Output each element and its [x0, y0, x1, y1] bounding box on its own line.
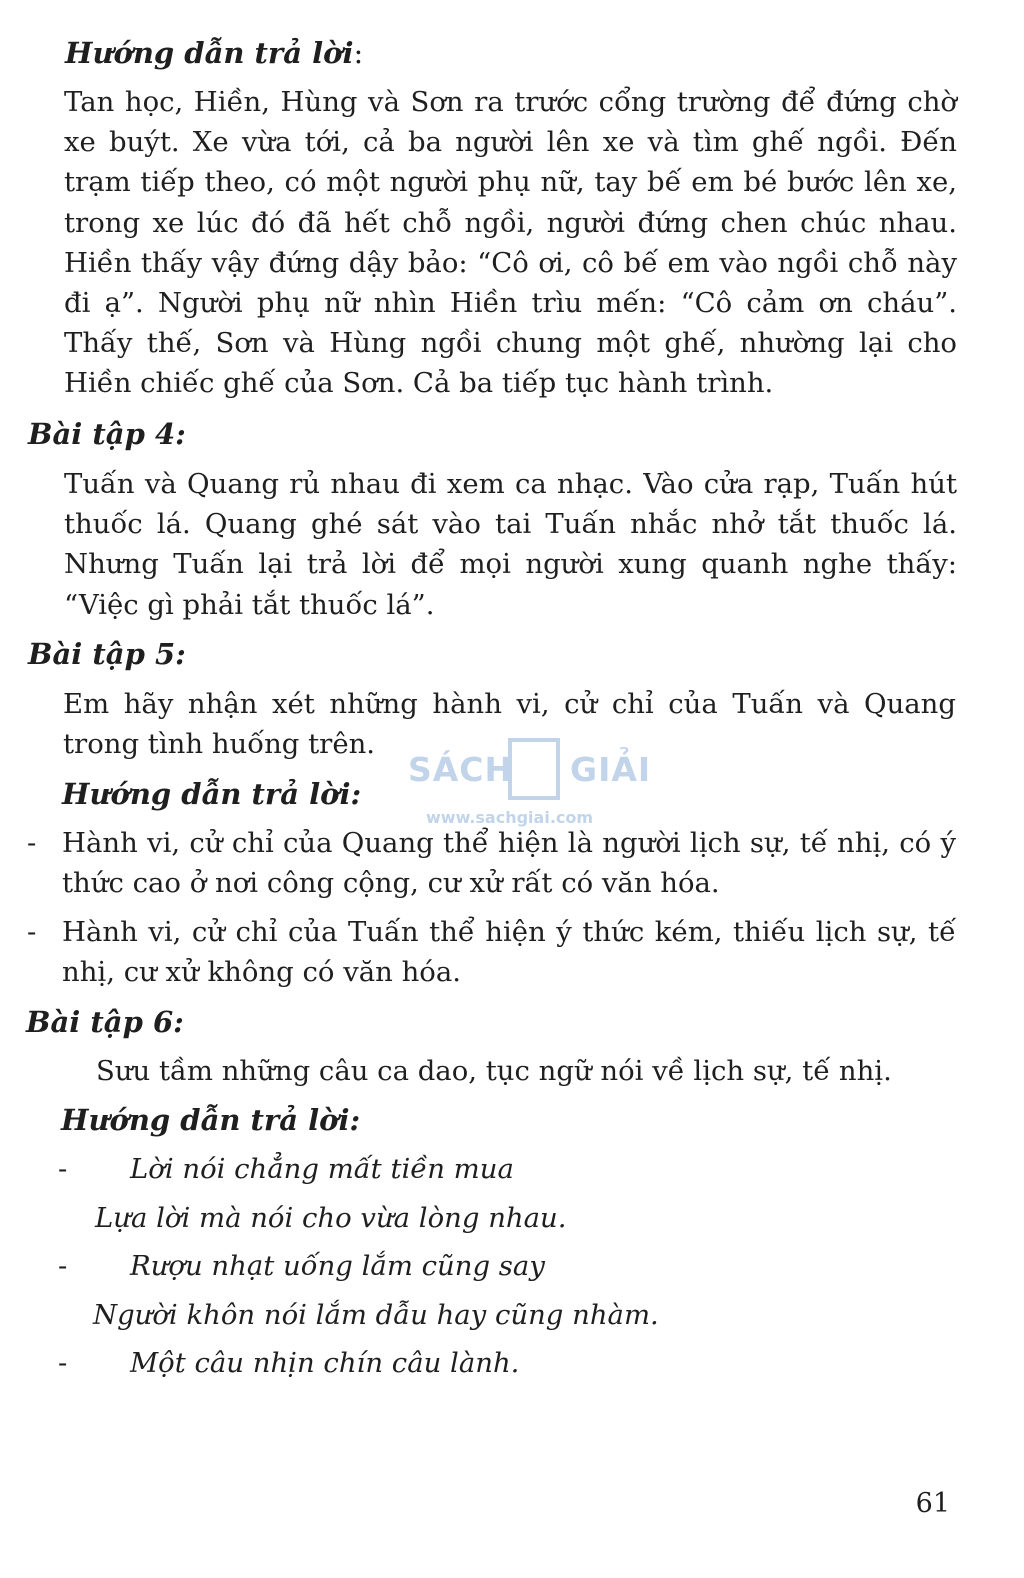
proverb-dash: -: [58, 1250, 68, 1282]
answer-2-bullet-2: Hành vi, cử chỉ của Tuấn thể hiện ý thức kém, thiếu lịch sự, tế nhị, cư xử không có văn hóa.: [62, 916, 956, 989]
answer-heading-2: Hướng dẫn trả lời:: [62, 777, 362, 811]
page-number: 61: [915, 1488, 950, 1519]
watermark-brand-right: GIẢI: [570, 750, 652, 789]
proverb-dash: -: [58, 1153, 68, 1185]
watermark-url: www.sachgiai.com: [426, 808, 594, 827]
proverb-dash: -: [58, 1347, 68, 1379]
proverb-2-line-1: Rượu nhạt uống lắm cũng say: [130, 1250, 545, 1282]
answer-paragraph-1: Tan học, Hiền, Hùng và Sơn ra trước cổng trường để đứng chờ xe buýt. Xe vừa tới, cả ba người lên xe và tìm ghế ngồi. Đến trạm tiếp theo, có một người phụ nữ, tay bế em bé bước lên xe, trong xe lúc đó đã hết chỗ ngồi, người đứng chen chúc nhau. Hiền thấy vậy đứng dậy bảo: “Cô ơi, cô bế em vào ngồi chỗ này đi ạ”. Người phụ nữ nhìn Hiền trìu mến: “Cô cảm ơn cháu”. Thấy thế, Sơn và Hùng ngồi chung một ghế, nhường lại cho Hiền chiếc ghế của Sơn. Cả ba tiếp tục hành trình.: [64, 86, 957, 400]
exercise-5-heading: Bài tập 5:: [28, 637, 186, 671]
exercise-4-heading: Bài tập 4:: [28, 417, 186, 451]
bullet-dash: -: [27, 827, 37, 859]
answer-heading-3: Hướng dẫn trả lời:: [61, 1103, 361, 1137]
watermark-box-icon: [508, 738, 560, 800]
watermark-logo: [408, 738, 652, 834]
proverb-1-line-2: Lựa lời mà nói cho vừa lòng nhau.: [95, 1202, 567, 1234]
proverb-3-line-1: Một câu nhịn chín câu lành.: [130, 1347, 520, 1379]
watermark-brand-left: SÁCH: [408, 750, 514, 789]
exercise-6-heading: Bài tập 6:: [26, 1005, 184, 1039]
proverb-2-line-2: Người khôn nói lắm dẫu hay cũng nhàm.: [93, 1299, 659, 1331]
exercise-4-text: Tuấn và Quang rủ nhau đi xem ca nhạc. Vào cửa rạp, Tuấn hút thuốc lá. Quang ghé sát vào tai Tuấn nhắc nhở tắt thuốc lá. Nhưng Tuấn lại trả lời để mọi người xung quanh nghe thấy: “Việc gì phải tắt thuốc lá”.: [64, 468, 957, 621]
bullet-dash: -: [27, 916, 37, 948]
proverb-1-line-1: Lời nói chẳng mất tiền mua: [130, 1153, 514, 1185]
exercise-5-text: Em hãy nhận xét những hành vi, cử chỉ của Tuấn và Quang trong tình huống trên.: [63, 688, 956, 761]
answer-2-bullet-1: Hành vi, cử chỉ của Quang thể hiện là người lịch sự, tế nhị, có ý thức cao ở nơi công cộng, cư xử rất có văn hóa.: [62, 827, 956, 900]
exercise-6-text: Sưu tầm những câu ca dao, tục ngữ nói về lịch sự, tế nhị.: [96, 1055, 892, 1087]
answer-heading-1: Hướng dẫn trả lời:: [65, 36, 364, 70]
